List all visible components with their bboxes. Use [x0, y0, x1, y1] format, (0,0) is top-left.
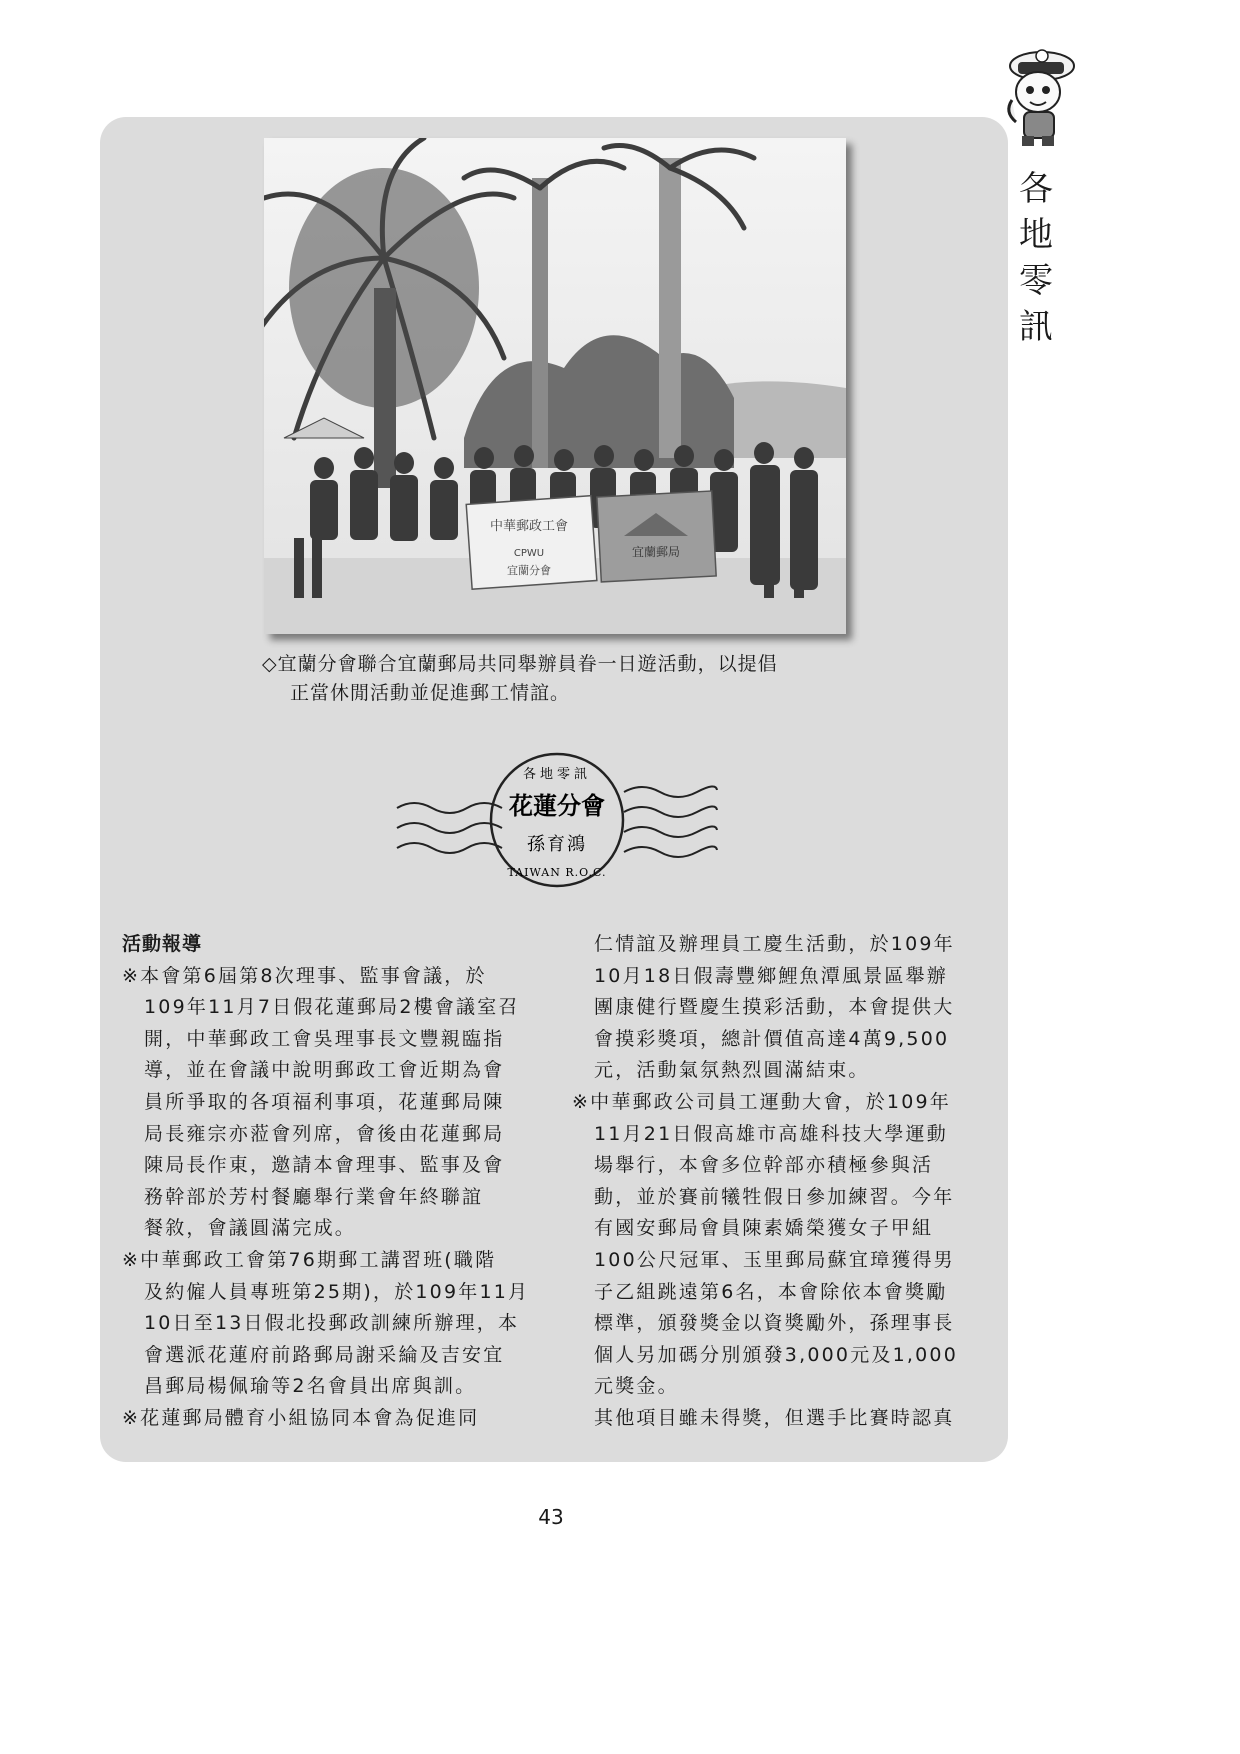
caption-line: 正當休閒活動並促進郵工情誼。: [290, 682, 571, 704]
stamp-bottom-text: TAIWAN R.O.C.: [507, 866, 607, 879]
postman-mascot-icon: [998, 40, 1078, 152]
postmark-stamp: [392, 750, 722, 890]
article-line: 仁情誼及辦理員工慶生活動，於109年: [594, 933, 955, 955]
article-line: 10月18日假壽豐鄉鯉魚潭風景區舉辦: [594, 964, 948, 987]
side-title-char: 訊: [1019, 307, 1053, 347]
stamp-author: 孫育鴻: [527, 834, 587, 855]
article-line: 開，中華郵政工會吳理事長文豐親臨指: [144, 1027, 505, 1050]
article-line: 有國安郵局會員陳素嬌榮獲女子甲組: [594, 1217, 934, 1240]
article-line: 標準，頒發獎金以資獎勵外，孫理事長: [594, 1312, 955, 1335]
side-title-char: 零: [1019, 261, 1053, 301]
article-line: 務幹部於芳村餐廳舉行業會年終聯誼: [144, 1185, 484, 1208]
caption-line: ◇宜蘭分會聯合宜蘭郵局共同舉辦員眷一日遊活動，以提倡: [262, 653, 778, 675]
article-line: 109年11月7日假花蓮郵局2樓會議室召: [144, 996, 520, 1019]
side-title-char: 地: [1019, 215, 1053, 255]
article-line: 元獎金。: [594, 1375, 679, 1398]
group-photo: [264, 138, 846, 634]
photo-caption: [262, 650, 862, 708]
article-line: 及約僱人員專班第25期)，於109年11月: [144, 1280, 530, 1303]
section-side-title: [1013, 166, 1059, 350]
article-line: 昌郵局楊佩瑜等2名會員出席與訓。: [144, 1375, 477, 1398]
article-line: 個人另加碼分別頒發3,000元及1,000: [594, 1343, 958, 1366]
article-line: 元，活動氣氛熱烈圓滿結束。: [594, 1059, 870, 1082]
article-line: 會選派花蓮府前路郵局謝采綸及吉安宜: [144, 1343, 505, 1366]
stamp-title: 花蓮分會: [509, 792, 605, 820]
article-line: 餐敘，會議圓滿完成。: [144, 1217, 357, 1240]
article-line: 陳局長作東，邀請本會理事、監事及會: [144, 1154, 505, 1177]
article-line: 10日至13日假北投郵政訓練所辦理，本: [144, 1312, 520, 1335]
article-line: 其他項目雖未得獎，但選手比賽時認真: [594, 1406, 955, 1429]
article-line: 導，並在會議中說明郵政工會近期為會: [144, 1059, 505, 1082]
article-line: 場舉行，本會多位幹部亦積極參與活: [594, 1154, 934, 1177]
side-title-char: 各: [1019, 169, 1053, 209]
article-line: ※中華郵政工會第76期郵工講習班(職階: [122, 1248, 497, 1271]
banner-left-text: 中華郵政工會: [489, 519, 569, 534]
banner-right-text: 宜蘭郵局: [631, 545, 681, 559]
article-line: 局長雍宗亦蒞會列席，會後由花蓮郵局: [144, 1122, 505, 1145]
article-heading: 活動報導: [122, 933, 203, 955]
article-line: 動，並於賽前犧牲假日參加練習。今年: [594, 1185, 955, 1208]
banner-left-branch: 宜蘭分會: [507, 564, 551, 577]
article-line: 團康健行暨慶生摸彩活動，本會提供大: [594, 996, 955, 1019]
banner-left-sub: CPWU: [513, 548, 545, 559]
stamp-top-text: 各地零訊: [522, 767, 592, 782]
article-column-left: [122, 929, 552, 1435]
page-number: 43: [538, 1505, 564, 1529]
article-line: ※中華郵政公司員工運動大會，於109年: [572, 1090, 951, 1113]
article-line: 11月21日假高雄市高雄科技大學運動: [594, 1122, 948, 1145]
article-line: 會摸彩獎項，總計價值高達4萬9,500: [594, 1027, 950, 1050]
article-line: 子乙組跳遠第6名，本會除依本會獎勵: [594, 1280, 948, 1303]
article-column-right: [572, 929, 1002, 1435]
article-line: 100公尺冠軍、玉里郵局蘇宜璋獲得男: [594, 1248, 955, 1271]
article-line: ※花蓮郵局體育小組協同本會為促進同: [122, 1406, 480, 1429]
article-line: 員所爭取的各項福利事項，花蓮郵局陳: [144, 1090, 505, 1113]
article-line: ※本會第6屆第8次理事、監事會議，於: [122, 964, 487, 987]
